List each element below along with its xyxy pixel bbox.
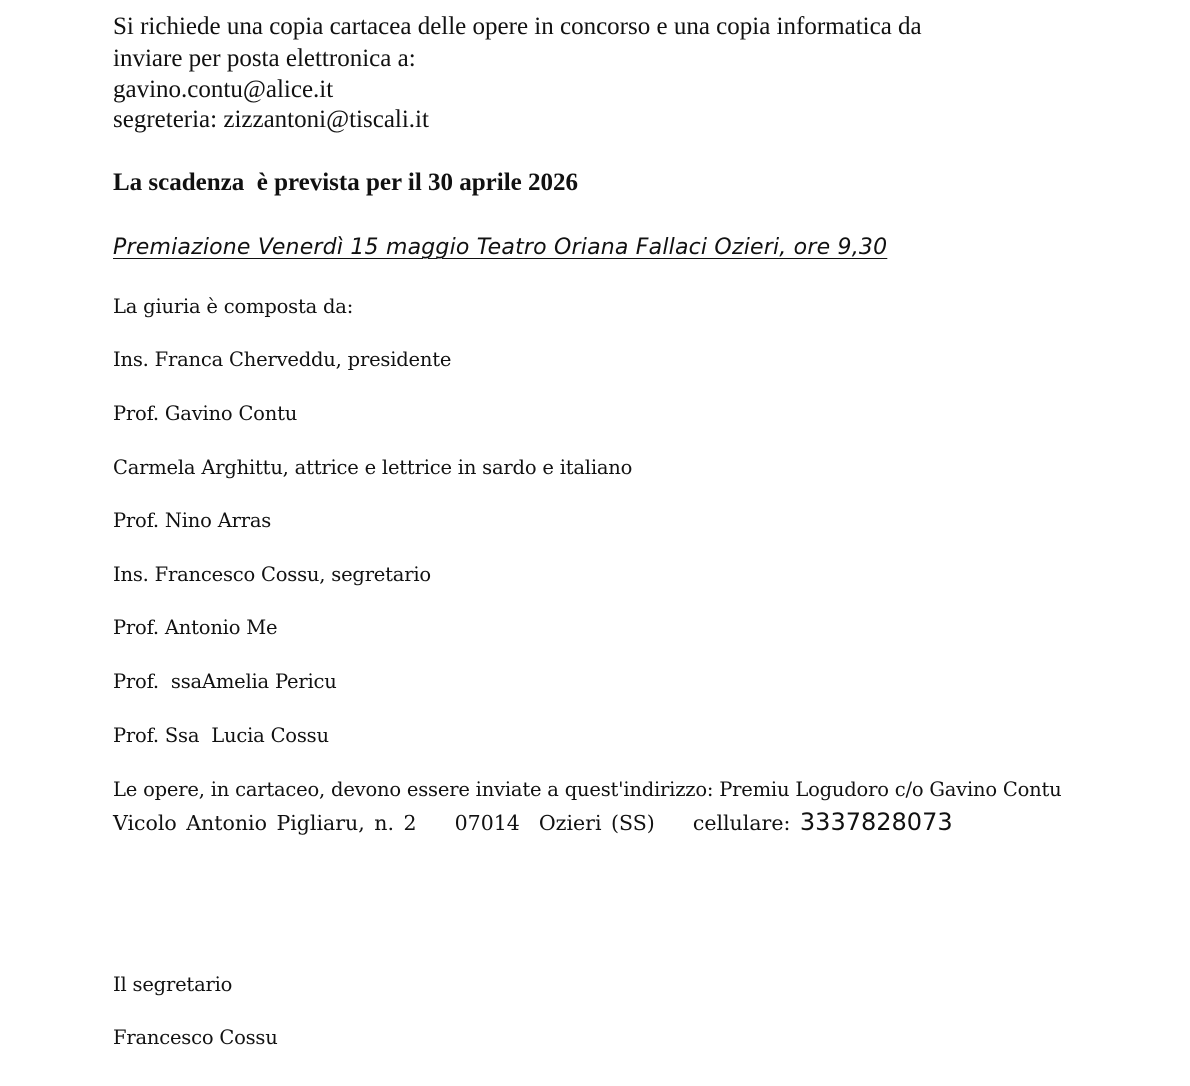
- signature-name: Francesco Cossu: [113, 1026, 278, 1049]
- jury-heading: La giuria è composta da:: [113, 295, 354, 318]
- intro-line-1: Si richiede una copia cartacea delle opere in concorso e una copia informatica da: [113, 13, 922, 40]
- award-ceremony: Premiazione Venerdì 15 maggio Teatro Oriana Fallaci Ozieri, ore 9,30: [113, 235, 888, 260]
- secretary-email: segreteria: zizzantoni@tiscali.it: [113, 106, 429, 133]
- jury-member: Prof. ssaAmelia Pericu: [113, 670, 337, 693]
- jury-member: Ins. Francesco Cossu, segretario: [113, 563, 431, 586]
- signature-role: Il segretario: [113, 973, 233, 996]
- phone-number: 3337828073: [799, 808, 953, 836]
- mailing-address-line-2: [113, 808, 953, 837]
- deadline-notice: La scadenza è prevista per il 30 aprile 2026: [113, 169, 579, 196]
- jury-member: Prof. Nino Arras: [113, 509, 272, 532]
- jury-member: Prof. Ssa Lucia Cossu: [113, 724, 329, 747]
- mailing-address-line-1: Le opere, in cartaceo, devono essere inviate a quest'indirizzo: Premiu Logudoro c/o Gavino Contu: [113, 778, 1062, 801]
- intro-line-2: inviare per posta elettronica a:: [113, 45, 416, 72]
- address-text: Vicolo Antonio Pigliaru, n. 2 07014 Ozieri (SS) cellulare:: [113, 811, 800, 835]
- jury-member: Carmela Arghittu, attrice e lettrice in sardo e italiano: [113, 456, 633, 479]
- jury-member: Prof. Gavino Contu: [113, 402, 298, 425]
- email-address: gavino.contu@alice.it: [113, 76, 334, 103]
- jury-member: Ins. Franca Cherveddu, presidente: [113, 348, 452, 371]
- jury-member: Prof. Antonio Me: [113, 616, 278, 639]
